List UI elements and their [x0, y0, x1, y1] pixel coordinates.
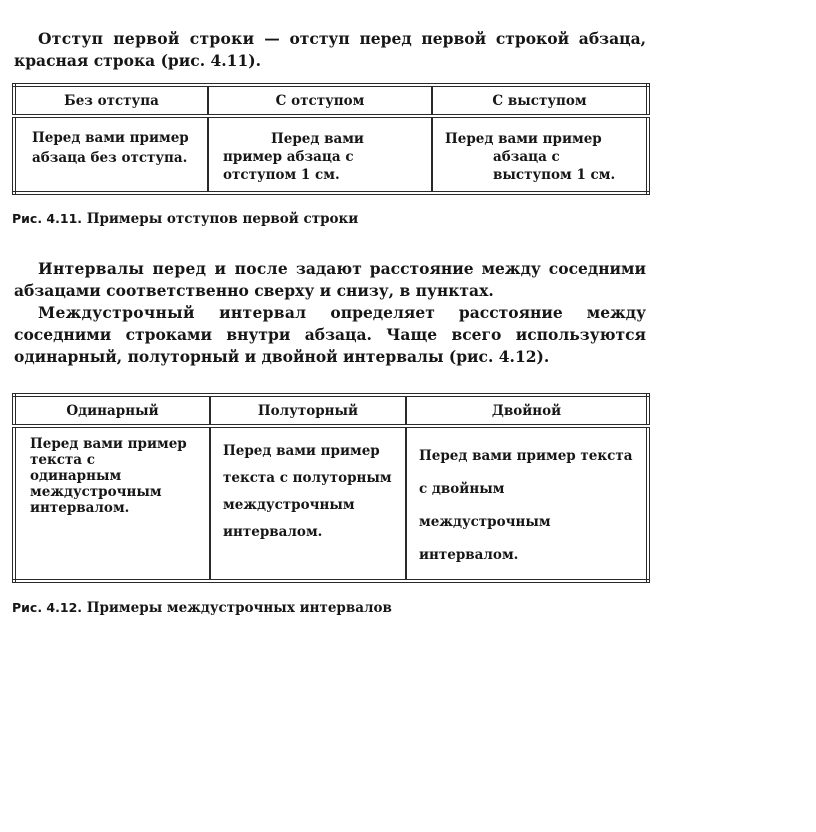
intro-text: — отступ перед первой строкой абзаца, красная строка (рис. 4.11).	[14, 29, 647, 70]
table-cell	[406, 426, 648, 581]
figure-caption-4-11	[12, 211, 358, 227]
intervals-term: Интервалы перед и после	[38, 259, 289, 278]
cell-one-and-half: Перед вами пример текста с полуторным междустрочным интервалом.	[223, 443, 392, 540]
caption-number: Рис. 4.11.	[12, 211, 83, 226]
caption-number: Рис. 4.12.	[12, 600, 83, 615]
table-header-one-and-half: Полуторный	[210, 395, 406, 426]
table-header-no-indent: Без отступа	[14, 85, 208, 116]
table-cell	[208, 116, 432, 193]
cell-double: Перед вами пример текста с двойным междустрочным интервалом.	[419, 448, 633, 563]
caption-text: Примеры междустрочных интервалов	[82, 600, 392, 616]
intro-paragraph	[14, 28, 646, 72]
figure-caption-4-12	[12, 600, 392, 616]
table-header-row	[14, 85, 648, 116]
cell-hanging: Перед вами пример абзаца с выступом 1 см.	[445, 131, 616, 183]
table-cell	[14, 426, 210, 581]
line-spacing-examples-table	[12, 393, 650, 583]
table-cell	[432, 116, 648, 193]
intro-term: Отступ первой строки	[38, 29, 255, 48]
indent-examples-table	[12, 83, 650, 195]
table-header-row	[14, 395, 648, 426]
intervals-paragraph	[14, 258, 646, 302]
line-spacing-paragraph	[14, 302, 646, 368]
line-spacing-text: определяет расстояние между соседними строками внутри абзаца. Чаще всего используются одинарный, полуторный и двойной интервалы (рис. 4.12).	[14, 303, 646, 366]
table-header-hanging: С выступом	[432, 85, 648, 116]
cell-single: Перед вами пример текста с одинарным междустрочным интервалом.	[30, 436, 187, 516]
table-cell	[14, 116, 208, 193]
table-cell	[210, 426, 406, 581]
table-row	[14, 426, 648, 581]
intervals-text: задают расстояние между соседними абзацами соответственно сверху и снизу, в пунктах.	[14, 259, 646, 300]
table-header-double: Двойной	[406, 395, 648, 426]
table-row	[14, 116, 648, 193]
table-header-indent: С отступом	[208, 85, 432, 116]
line-spacing-term: Междустрочный интервал	[38, 303, 307, 322]
caption-text: Примеры отступов первой строки	[82, 211, 359, 227]
cell-no-indent: Перед вами пример абзаца без отступа.	[32, 130, 189, 166]
table-header-single: Одинарный	[14, 395, 210, 426]
cell-indent: Перед вами пример абзаца с отступом 1 см.	[223, 131, 364, 183]
